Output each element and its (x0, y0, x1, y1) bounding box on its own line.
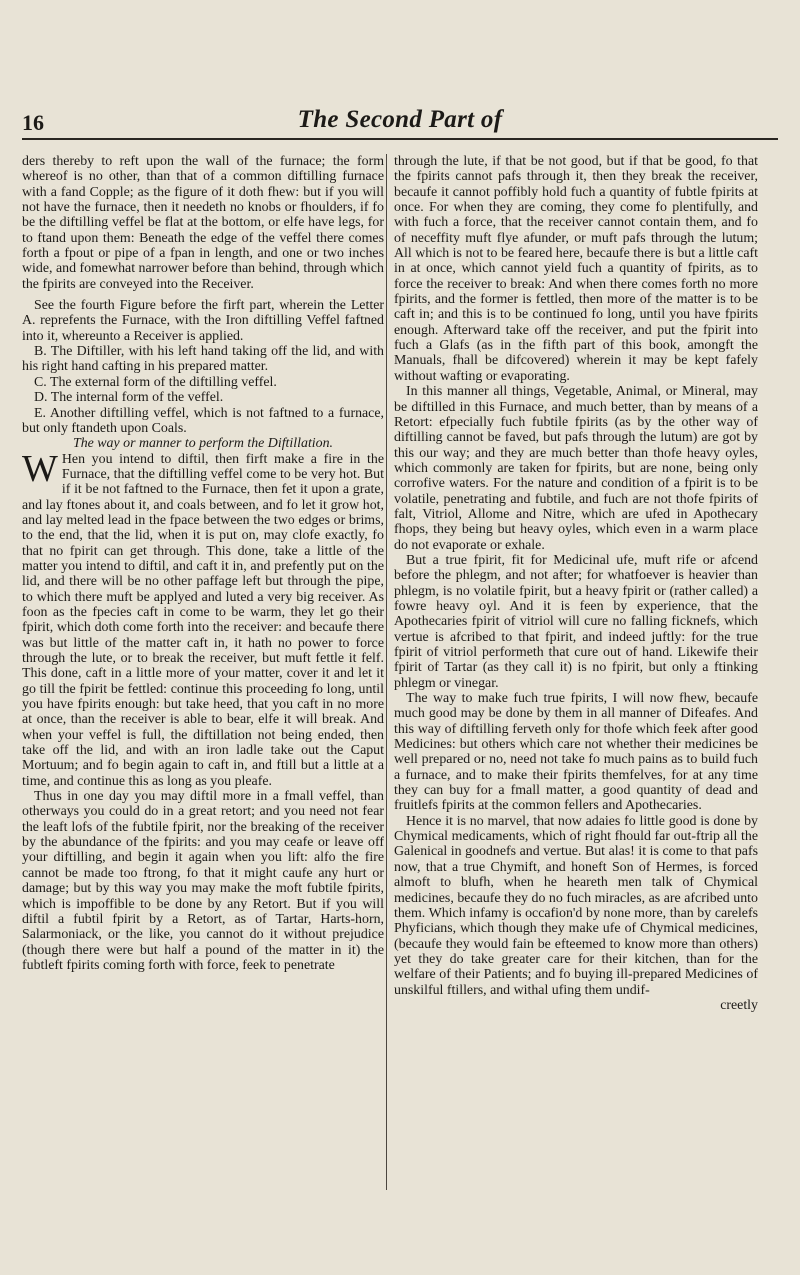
paragraph: D. The internal form of the veffel. (34, 390, 224, 406)
header-rule (22, 138, 778, 140)
paragraph: C. The external form of the diftilling veffel. (34, 374, 277, 390)
paragraph: B. The Diftiller, with his left hand taking off the lid, and with his right hand cafting in his prepared matter. (22, 344, 384, 375)
paragraph: Hence it is no marvel, that now adaies fo little good is done by Chymical medicaments, which of right fhould far out-ftrip all the Galenical in goodnefs and vertue. But alas! it is come to that pafs now, that a true Chymift, and honeft Son of Hermes, is forced almoft to blufh, when he heareth men talk of Chymical medicines, becaufe they do no fuch miracles, as are afcribed unto them. Which infamy is occafion'd by none more, than by carelefs Phyficians, which though they make ufe of Chymical medicines, (becaufe they would fain be efteemed to know more than others) yet they do take greater care for their kitchen, than for the welfare of their Patients; and fo buying ill-prepared Medicines of unskilful ftillers, and withal ufing them undif- (394, 813, 758, 998)
paragraph: But a true fpirit, fit for Medicinal ufe, muft rife or afcend before the phlegm, and not after; for whatfoever is heavier than phlegm, is no volatile fpirit, but a heavy fpirit or (rather called) a fowre heavy oyl. And it is feen by experience, that the Apothecaries fpirit of vitriol will cure no falling ficknefs, which vertue is afcribed to that fpirit, and indeed juftly: for the true fpirit of vitriol performeth that cure out of hand. Likewife their fpirit of Tartar (as they call it) is no fpirit, but only a ftinking phlegm or vinegar. (394, 552, 758, 691)
paragraph: Thus in one day you may diftil more in a fmall veffel, than otherways you could do in a great retort; and you need not fear the leaft lofs of the fubtile fpirit, nor the breaking of the receiver by the abundance of the fpirits: and you may ceafe or leave off your diftilling, and begin it again when you lift: alfo the fire cannot be made too ftrong, fo that it might caufe any hurt or damage; but by this way you may make the moft fubtile fpirits, which is impoffible to be done by any Retort. But if you will diftil a fubtil fpirit by a Retort, as of Tartar, Harts-horn, Salarmoniack, or the like, you cannot do it without prejudice (though there were but half a pound of the matter in it) the fubtleft fpirits coming forth with force, feek to penetrate (22, 789, 384, 973)
section-subheading: The way or manner to perform the Diftillation. (72, 436, 334, 452)
left-column (22, 154, 384, 1204)
paragraph: In this manner all things, Vegetable, Animal, or Mineral, may be diftilled in this Furnace, and much better, than by means of a Retort: efpecially fuch fubtile fpirits (as by the other way of diftilling cannot be faved, but pafs through the lutum) are got by this our way; and they are much better than thofe heavy oyles, which commonly are taken for fpirits, but are none, being only corrofive waters. For the nature and condition of a fpirit is to be volatile, penetrating and fubtile, and fuch are not thofe fpirits of falt, Vitriol, Allome and Nitre, which are ufed in Apothecary fhops, they being but heavy oyles, which even in a warm place do not evaporate or exhale. (394, 384, 758, 553)
paragraph-dropcap: WHen you intend to diftil, then firft make a fire in the Furnace, that the diftilling veffel come to be very hot. But if it be not faftned to the Furnace, then fet it upon a grate, and lay ftones about it, and coals between, and fo let it grow hot, and lay melted lead in the fpace between the two edges or brims, to the end, that the lid, when it is put on, may clofe exactly, fo that no fpirit can get through. This done, take a little of the matter you intend to diftil, and caft it in, and prefently put on the lid, and there will be no other paffage left but through the pipe, to which there muft be applyed and luted a very big receiver. As foon as the fpecies caft in come to be warm, they let go their fpirit, which doth come forth into the receiver: and becaufe there was but little of the matter caft in, it hath no power to force through the lute, or to break the receiver, but muft fettle it felf. This done, caft in a little more of your matter, cover it and let it go till the fpirit be fettled: continue this proceeding fo long, until you have fpirits enough: but take heed, that you caft in no more at once, than the receiver is able to bear, elfe it will break. And when your veffel is full, the diftillation not being ended, then take off the lid, and with an iron ladle take out the Caput Mortuum; and fo begin again to caft in, and ftill but a little at a time, and continue this as long as you pleafe. (22, 447, 384, 789)
catchword: creetly (720, 997, 758, 1013)
right-column (394, 154, 758, 1204)
running-head: The Second Part of (297, 106, 503, 133)
page-number: 16 (22, 110, 44, 135)
page-header (22, 96, 778, 140)
column-divider (386, 154, 387, 1190)
paragraph: ders thereby to reft upon the wall of the furnace; the form whereof is no other, than that of a common diftilling furnace with a fand Copple; as the figure of it doth fhew: but if you will not have the furnace, then it needeth no knobs or fhoulders, if fo be the diftilling veffel be flat at the bottom, or elfe have legs, for to ftand upon them: Beneath the edge of the veffel there comes forth a fpout or pipe of a fpan in length, and one or two inches wide, and fomewhat narrower before than behind, through which the fpirits are conveyed into the Receiver. (22, 154, 384, 292)
text-columns (22, 154, 780, 1204)
paragraph: E. Another diftilling veffel, which is not faftned to a furnace, but only ftandeth upon Coals. (22, 405, 384, 436)
paragraph: The way to make fuch true fpirits, I will now fhew, becaufe much good may be done by them in all manner of Difeafes. And this way of diftilling ferveth only for thofe which feek after good Medicines: but others which care not whether their medicines be well prepared or no, need not take fo much pains as to build fuch a furnace, and to make their fpirits themfelves, for at any time they can buy for a fmall matter, a good quantity of dead and fruitlefs fpirits at the common fellers and Apothecaries. (394, 691, 758, 814)
paragraph: through the lute, if that be not good, but if that be good, fo that the fpirits cannot pafs through it, then they break the receiver, becaufe it cannot poffibly hold fuch a quantity of fubtle fpirits at once. For when they are coming, they come fo plentifully, and with fuch a force, that the receiver cannot contain them, and fo of neceffity muft flye afunder, or muft pafs through the lutum; All which is not to be feared here, becaufe there is but a little caft in at once, which cannot yield fuch a quantity of fpirits, as to force the receiver to break: And when there comes forth no more fpirits, and the former is fettled, then more of the matter is to be caft in; and this is to be continued fo long, until you have fpirits enough. Afterward take off the receiver, and put the fpirit into fuch a Glafs (as in the fifth part of this book, amongft the Manuals, fhall be difcovered) wherein it may be kept fafely without wafting or evaporating. (394, 154, 758, 384)
paragraph: See the fourth Figure before the firft part, wherein the Letter A. reprefents the Furnace, with the Iron diftilling Veffel faftned into it, whereunto a Receiver is applied. (22, 298, 384, 344)
